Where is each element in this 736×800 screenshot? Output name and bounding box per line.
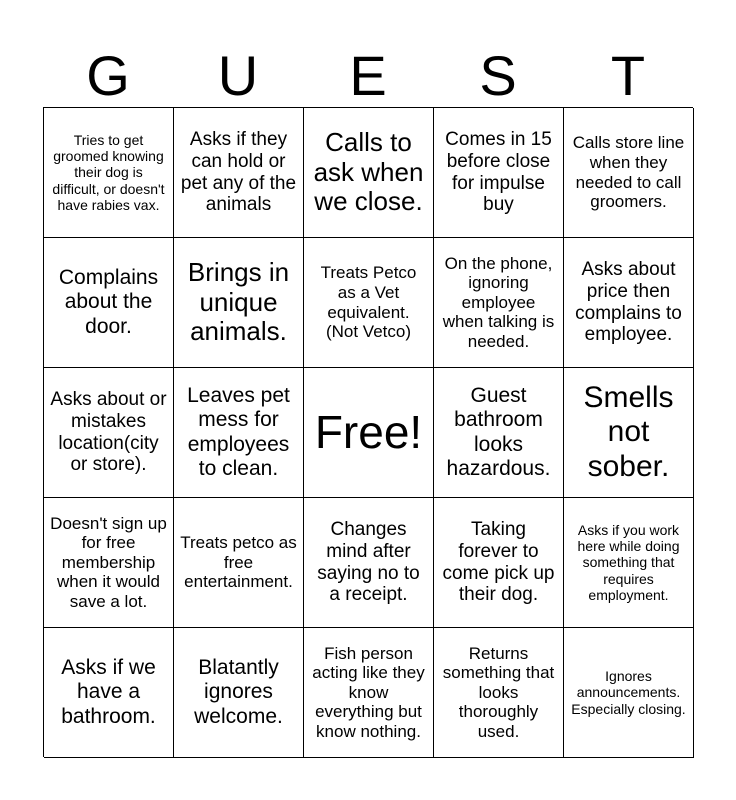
cell-text: Asks if they can hold or pet any of the animals [180,128,297,216]
bingo-cell-5-1[interactable] [44,628,174,758]
cell-text: Free! [314,406,423,459]
header-letter-u: U [217,44,259,107]
bingo-cell-1-4[interactable] [434,108,564,238]
bingo-cell-3-2[interactable] [174,368,304,498]
cell-text: Fish person acting like they know everything but know nothing. [312,643,425,741]
cell-text: Changes mind after saying no to a receipt. [317,518,420,606]
bingo-cell-1-5[interactable] [564,108,694,238]
bingo-cell-4-3[interactable] [304,498,434,628]
bingo-grid [43,107,693,757]
cell-text: On the phone, ignoring employee when talking is needed. [442,253,555,351]
header-letter-t: T [610,44,646,107]
cell-text: Treats petco as free entertainment. [180,533,297,592]
bingo-cell-1-2[interactable] [174,108,304,238]
cell-text: Ignores announcements. Especially closing. [571,668,686,717]
cell-text: Guest bathroom looks hazardous. [446,384,551,480]
cell-text: Brings in unique animals. [187,256,290,347]
cell-text: Taking forever to come pick up their dog. [442,518,555,606]
cell-text: Smells not sober. [583,380,674,483]
bingo-cell-1-3[interactable] [304,108,434,238]
cell-text: Treats Petco as a Vet equivalent. (Not Vetco) [320,263,417,342]
bingo-cell-4-5[interactable] [564,498,694,628]
cell-text: Calls store line when they needed to call groomers. [572,133,685,212]
header-letter-e: E [349,44,387,107]
cell-text: Leaves pet mess for employees to clean. [187,384,290,480]
bingo-cell-5-2[interactable] [174,628,304,758]
bingo-cell-2-1[interactable] [44,238,174,368]
cell-text: Asks about or mistakes location(city or store). [50,388,167,476]
bingo-cell-1-1[interactable] [44,108,174,238]
cell-text: Asks about price then complains to employee. [575,258,682,346]
cell-text: Asks if you work here while doing something that requires employment. [577,522,680,603]
cell-text: Complains about the door. [58,266,159,338]
cell-text: Calls to ask when we close. [313,126,424,217]
bingo-cell-3-1[interactable] [44,368,174,498]
bingo-cell-2-3[interactable] [304,238,434,368]
bingo-cell-2-2[interactable] [174,238,304,368]
bingo-cell-5-3[interactable] [304,628,434,758]
cell-text: Comes in 15 before close for impulse buy [445,128,552,216]
bingo-cell-5-4[interactable] [434,628,564,758]
bingo-cell-3-4[interactable] [434,368,564,498]
cell-text: Doesn't sign up for free membership when it would save a lot. [50,513,167,611]
cell-text: Blatantly ignores welcome. [194,656,283,728]
bingo-cell-3-5[interactable] [564,368,694,498]
bingo-cell-4-1[interactable] [44,498,174,628]
bingo-cell-5-5[interactable] [564,628,694,758]
cell-text: Asks if we have a bathroom. [61,656,156,728]
bingo-cell-4-4[interactable] [434,498,564,628]
bingo-cell-free[interactable] [304,368,434,498]
bingo-cell-2-5[interactable] [564,238,694,368]
header-letter-g: G [86,44,130,107]
bingo-cell-2-4[interactable] [434,238,564,368]
cell-text: Tries to get groomed knowing their dog is difficult, or doesn't have rabies vax. [52,132,165,213]
cell-text: Returns something that looks thoroughly used. [442,643,555,741]
bingo-header [43,44,693,108]
header-letter-s: S [479,44,517,107]
bingo-cell-4-2[interactable] [174,498,304,628]
